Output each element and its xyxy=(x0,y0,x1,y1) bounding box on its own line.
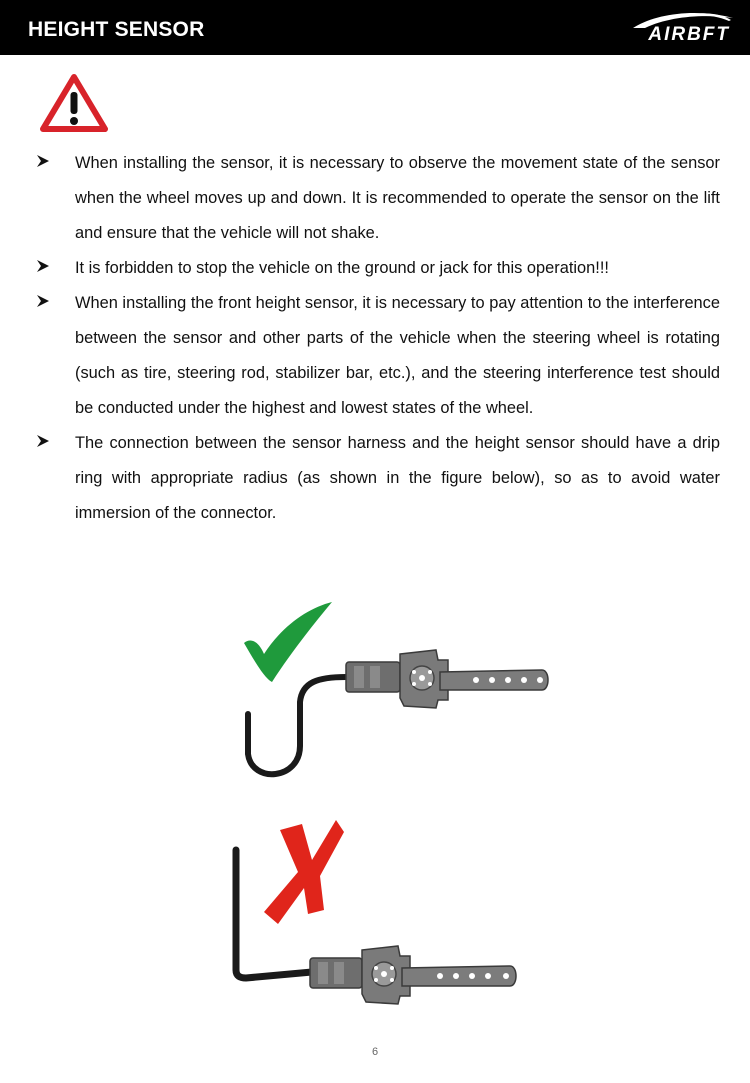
arrow-bullet-icon xyxy=(36,294,50,308)
arrow-bullet-icon xyxy=(36,259,50,273)
list-item-text: When installing the sensor, it is necessary to observe the movement state of the sensor when the wheel moves up and down. It is recommended to operate the sensor on the lift and ensure that the vehicle will not shake. xyxy=(75,154,720,242)
arrow-bullet-icon xyxy=(36,434,50,448)
wrong-installation-illustration xyxy=(236,820,516,1004)
brand-logo-text: AIRBFT xyxy=(648,24,730,45)
list-item-text: When installing the front height sensor, it is necessary to pay attention to the interference between the sensor and other parts of the vehicle when the steering wheel is rotating (such as tire, steering rod, stabilizer bar, etc.), and the steering interference test should be conducted under the highest and lowest states of the wheel. xyxy=(75,294,720,417)
check-mark-icon xyxy=(244,602,332,682)
page-title: HEIGHT SENSOR xyxy=(28,18,205,41)
list-item-text: The connection between the sensor harness and the height sensor should have a drip ring with appropriate radius (as shown in the figure below), so as to avoid water immersion of the connector. xyxy=(75,434,720,522)
sensor-installation-figure xyxy=(228,598,558,1028)
list-item-text: It is forbidden to stop the vehicle on the ground or jack for this operation!!! xyxy=(75,259,609,277)
list-item xyxy=(36,286,720,426)
correct-installation-illustration xyxy=(244,602,548,774)
page-number: 6 xyxy=(371,1046,379,1058)
list-item xyxy=(36,251,720,286)
warning-triangle-icon xyxy=(40,73,108,133)
cross-mark-icon xyxy=(264,820,344,924)
page-header xyxy=(0,0,750,55)
instruction-list xyxy=(36,146,720,531)
list-item xyxy=(36,426,720,531)
list-item xyxy=(36,146,720,251)
arrow-bullet-icon xyxy=(36,154,50,168)
harness-wire-drip-loop xyxy=(248,677,346,774)
